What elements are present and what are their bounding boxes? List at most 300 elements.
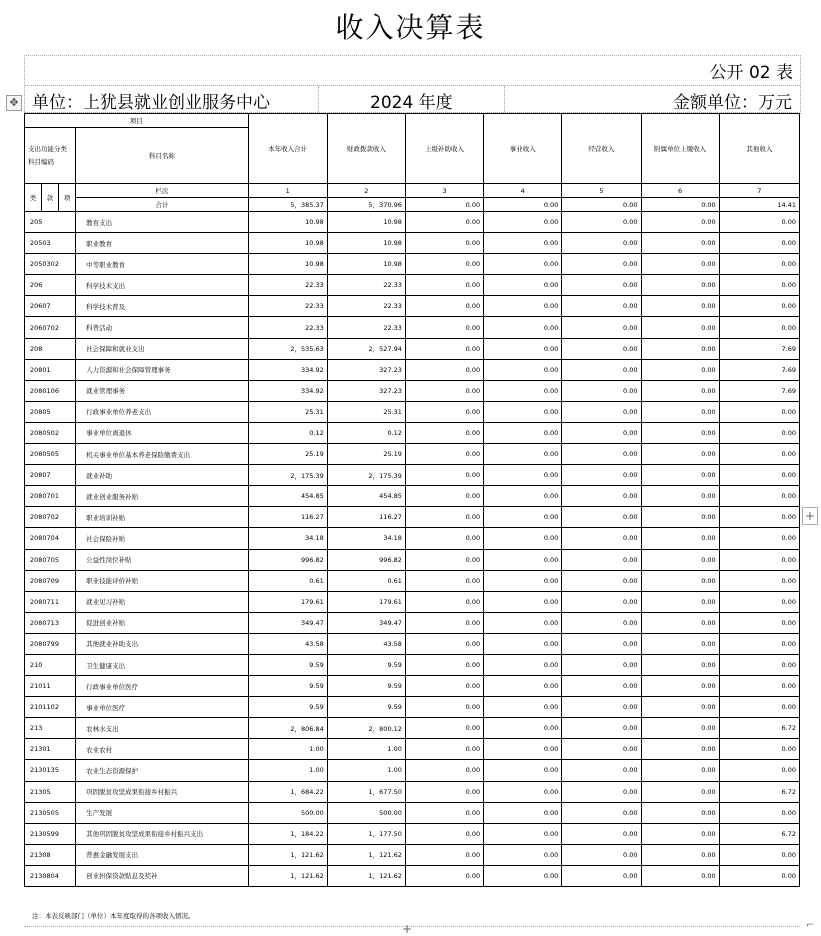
row-name: 就业管理事务 <box>76 380 248 401</box>
row-value: 0.00 <box>562 422 641 443</box>
row-name: 科普活动 <box>76 317 248 338</box>
row-value: 0.00 <box>641 507 719 528</box>
row-value: 0.00 <box>484 317 562 338</box>
row-value: 0.00 <box>484 676 562 697</box>
row-value: 22.33 <box>327 317 405 338</box>
row-value: 0.00 <box>405 760 483 781</box>
row-value: 9.59 <box>327 697 405 718</box>
row-value: 0.00 <box>405 380 483 401</box>
row-code: 2080505 <box>25 444 76 465</box>
row-code: 2080799 <box>25 633 76 654</box>
column-header: 上级补助收入 <box>405 114 483 184</box>
form-number: 公开 02 表 <box>709 63 793 83</box>
row-value: 2，175.39 <box>248 465 327 486</box>
table-row <box>25 612 800 633</box>
row-value: 9.59 <box>248 697 327 718</box>
table-row <box>25 718 800 739</box>
table-row <box>25 697 800 718</box>
row-name: 人力资源和社会保障管理事务 <box>76 359 248 380</box>
row-value: 0.00 <box>405 275 483 296</box>
row-value: 0.00 <box>641 380 719 401</box>
row-value: 349.47 <box>327 612 405 633</box>
row-value: 0.00 <box>562 549 641 570</box>
table-row <box>25 633 800 654</box>
row-value: 0.00 <box>484 233 562 254</box>
total-value: 5，385.37 <box>248 198 327 212</box>
row-value: 1.00 <box>327 760 405 781</box>
row-value: 25.19 <box>248 444 327 465</box>
row-value: 0.00 <box>562 296 641 317</box>
row-value: 0.00 <box>641 422 719 443</box>
row-value: 43.58 <box>248 633 327 654</box>
row-code: 2060702 <box>25 317 76 338</box>
row-value: 0.00 <box>484 781 562 802</box>
row-value: 0.00 <box>484 612 562 633</box>
row-name: 农业生态资源保护 <box>76 760 248 781</box>
row-value: 0.00 <box>484 338 562 359</box>
row-value: 0.00 <box>719 697 799 718</box>
column-number: 2 <box>327 184 405 198</box>
table-row <box>25 317 800 338</box>
table-row <box>25 676 800 697</box>
row-value: 0.00 <box>484 401 562 422</box>
row-value: 0.00 <box>641 654 719 675</box>
row-value: 0.00 <box>641 275 719 296</box>
row-value: 500.00 <box>327 802 405 823</box>
row-value: 179.61 <box>327 591 405 612</box>
row-value: 0.00 <box>484 654 562 675</box>
row-value: 0.00 <box>562 612 641 633</box>
row-code: 2080713 <box>25 612 76 633</box>
row-value: 0.00 <box>405 359 483 380</box>
row-value: 0.00 <box>641 549 719 570</box>
row-value: 25.31 <box>327 401 405 422</box>
table-row <box>25 802 800 823</box>
table-row <box>25 275 800 296</box>
table-row <box>25 844 800 865</box>
row-value: 0.00 <box>641 444 719 465</box>
row-value: 0.00 <box>405 591 483 612</box>
row-value: 0.00 <box>562 401 641 422</box>
row-name: 其他就业补助支出 <box>76 633 248 654</box>
row-value: 1，121.62 <box>248 865 327 886</box>
row-value: 0.00 <box>641 233 719 254</box>
row-name: 就业创业服务补贴 <box>76 486 248 507</box>
row-name: 促进创业补贴 <box>76 612 248 633</box>
row-name: 公益性岗位补贴 <box>76 549 248 570</box>
row-value: 0.00 <box>562 823 641 844</box>
row-value: 0.00 <box>484 275 562 296</box>
row-value: 996.82 <box>248 549 327 570</box>
row-value: 0.00 <box>405 486 483 507</box>
row-code: 20805 <box>25 401 76 422</box>
row-value: 0.00 <box>641 486 719 507</box>
row-value: 0.00 <box>719 275 799 296</box>
row-value: 0.00 <box>641 212 719 233</box>
year-label: 2024 年度 <box>370 93 453 113</box>
income-table <box>24 113 800 887</box>
row-value: 0.00 <box>484 254 562 275</box>
row-code: 20607 <box>25 296 76 317</box>
row-value: 0.00 <box>562 507 641 528</box>
row-value: 0.00 <box>641 676 719 697</box>
row-value: 0.00 <box>719 802 799 823</box>
row-value: 0.00 <box>562 233 641 254</box>
table-row <box>25 591 800 612</box>
row-value: 0.00 <box>405 212 483 233</box>
table-row <box>25 465 800 486</box>
row-value: 0.00 <box>484 591 562 612</box>
row-value: 0.00 <box>484 212 562 233</box>
row-value: 0.00 <box>719 507 799 528</box>
row-value: 0.00 <box>484 865 562 886</box>
row-code: 20801 <box>25 359 76 380</box>
row-value: 0.00 <box>562 254 641 275</box>
row-value: 0.00 <box>484 844 562 865</box>
divider <box>504 86 505 112</box>
row-value: 0.00 <box>484 633 562 654</box>
table-row <box>25 212 800 233</box>
row-value: 0.00 <box>405 444 483 465</box>
row-value: 0.00 <box>719 233 799 254</box>
row-value: 0.00 <box>562 380 641 401</box>
row-name: 创业担保贷款贴息及奖补 <box>76 865 248 886</box>
row-value: 22.33 <box>248 275 327 296</box>
row-value: 6.72 <box>719 823 799 844</box>
row-value: 500.00 <box>248 802 327 823</box>
table-row <box>25 654 800 675</box>
total-label: 合计 <box>76 198 248 212</box>
total-value: 14.41 <box>719 198 799 212</box>
row-value: 0.00 <box>405 528 483 549</box>
row-code: 21301 <box>25 739 76 760</box>
row-value: 0.00 <box>484 718 562 739</box>
row-code: 2080705 <box>25 549 76 570</box>
row-value: 0.00 <box>484 380 562 401</box>
table-row <box>25 865 800 886</box>
row-value: 1.00 <box>327 739 405 760</box>
row-value: 0.00 <box>405 781 483 802</box>
row-name: 中等职业教育 <box>76 254 248 275</box>
row-value: 0.00 <box>641 254 719 275</box>
row-name: 社会保障和就业支出 <box>76 338 248 359</box>
row-value: 25.19 <box>327 444 405 465</box>
row-value: 1，121.62 <box>327 865 405 886</box>
row-value: 2，175.39 <box>327 465 405 486</box>
row-value: 0.00 <box>405 612 483 633</box>
report-header <box>24 85 800 113</box>
row-value: 0.00 <box>562 633 641 654</box>
row-value: 0.00 <box>641 823 719 844</box>
row-value: 454.85 <box>327 486 405 507</box>
row-value: 22.33 <box>248 317 327 338</box>
row-value: 0.61 <box>327 570 405 591</box>
table-row <box>25 486 800 507</box>
category-header: 支出功能分类科目编码 <box>25 128 76 184</box>
move-handle-icon[interactable]: ✥ <box>6 95 22 111</box>
row-name: 就业补助 <box>76 465 248 486</box>
row-value: 0.00 <box>405 823 483 844</box>
row-value: 10.98 <box>327 254 405 275</box>
row-name: 卫生健康支出 <box>76 654 248 675</box>
table-row <box>25 296 800 317</box>
row-value: 179.61 <box>248 591 327 612</box>
row-code: 2080709 <box>25 570 76 591</box>
row-code: 2130505 <box>25 802 76 823</box>
row-value: 0.00 <box>405 338 483 359</box>
row-value: 454.85 <box>248 486 327 507</box>
row-value: 0.00 <box>719 570 799 591</box>
row-value: 0.00 <box>562 781 641 802</box>
row-value: 0.12 <box>248 422 327 443</box>
unit-label: 单位：上犹县就业创业服务中心 <box>32 93 270 113</box>
row-value: 22.33 <box>248 296 327 317</box>
row-name: 机关事业单位基本养老保险缴费支出 <box>76 444 248 465</box>
table-row <box>25 359 800 380</box>
add-row-icon[interactable]: + <box>402 922 413 936</box>
row-value: 0.00 <box>641 570 719 591</box>
row-value: 0.00 <box>405 401 483 422</box>
row-name: 农业农村 <box>76 739 248 760</box>
money-unit-label: 金额单位：万元 <box>673 93 792 113</box>
row-code: 2130599 <box>25 823 76 844</box>
table-row <box>25 781 800 802</box>
column-number: 7 <box>719 184 799 198</box>
column-header: 其他收入 <box>719 114 799 184</box>
row-value: 0.00 <box>405 233 483 254</box>
row-name: 社会保险补贴 <box>76 528 248 549</box>
row-value: 0.00 <box>484 697 562 718</box>
row-value: 0.00 <box>641 739 719 760</box>
row-value: 1，184.22 <box>248 823 327 844</box>
table-row <box>25 507 800 528</box>
row-value: 0.00 <box>719 296 799 317</box>
table-row <box>25 380 800 401</box>
row-value: 334.92 <box>248 380 327 401</box>
row-value: 0.00 <box>641 296 719 317</box>
row-name: 农林水支出 <box>76 718 248 739</box>
row-value: 0.00 <box>719 401 799 422</box>
row-value: 0.00 <box>641 760 719 781</box>
row-value: 116.27 <box>248 507 327 528</box>
row-value: 0.00 <box>562 844 641 865</box>
row-value: 0.00 <box>719 317 799 338</box>
row-name: 事业单位医疗 <box>76 697 248 718</box>
row-value: 7.69 <box>719 380 799 401</box>
column-header: 经营收入 <box>562 114 641 184</box>
total-value: 5，370.96 <box>327 198 405 212</box>
row-value: 9.59 <box>327 676 405 697</box>
row-value: 0.00 <box>641 528 719 549</box>
table-row <box>25 528 800 549</box>
row-code: 2101102 <box>25 697 76 718</box>
total-value: 0.00 <box>562 198 641 212</box>
total-value: 0.00 <box>641 198 719 212</box>
row-value: 0.00 <box>641 844 719 865</box>
row-name: 普惠金融发展支出 <box>76 844 248 865</box>
row-value: 0.00 <box>562 591 641 612</box>
row-name: 职业培训补贴 <box>76 507 248 528</box>
column-number: 6 <box>641 184 719 198</box>
row-value: 1，121.62 <box>248 844 327 865</box>
row-value: 10.98 <box>327 233 405 254</box>
row-name: 就业见习补贴 <box>76 591 248 612</box>
row-value: 0.00 <box>641 865 719 886</box>
row-value: 0.00 <box>484 760 562 781</box>
row-value: 0.00 <box>562 739 641 760</box>
row-value: 1.00 <box>248 739 327 760</box>
row-value: 116.27 <box>327 507 405 528</box>
divider <box>318 86 319 112</box>
row-value: 1，177.50 <box>327 823 405 844</box>
total-value: 0.00 <box>484 198 562 212</box>
row-value: 0.00 <box>719 254 799 275</box>
row-name: 科学技术普及 <box>76 296 248 317</box>
row-value: 34.18 <box>248 528 327 549</box>
row-value: 0.00 <box>405 676 483 697</box>
row-value: 0.00 <box>405 507 483 528</box>
row-value: 0.00 <box>484 823 562 844</box>
row-order-label: 栏次 <box>76 184 248 198</box>
row-value: 327.23 <box>327 359 405 380</box>
row-value: 0.00 <box>484 570 562 591</box>
row-value: 0.00 <box>719 444 799 465</box>
row-value: 0.00 <box>719 549 799 570</box>
row-value: 0.00 <box>641 781 719 802</box>
row-value: 0.00 <box>484 296 562 317</box>
row-value: 0.00 <box>562 338 641 359</box>
row-value: 0.00 <box>562 760 641 781</box>
row-value: 0.00 <box>405 697 483 718</box>
row-value: 0.00 <box>719 760 799 781</box>
row-value: 0.12 <box>327 422 405 443</box>
row-value: 0.00 <box>484 465 562 486</box>
table-row <box>25 823 800 844</box>
row-value: 0.00 <box>484 802 562 823</box>
row-value: 0.00 <box>641 591 719 612</box>
row-value: 9.59 <box>248 676 327 697</box>
row-value: 0.00 <box>641 401 719 422</box>
row-name: 行政事业单位养老支出 <box>76 401 248 422</box>
resize-corner-icon[interactable]: ⌐ <box>806 920 815 931</box>
row-value: 0.00 <box>405 654 483 675</box>
row-value: 0.00 <box>641 465 719 486</box>
row-value: 0.00 <box>484 486 562 507</box>
row-value: 0.00 <box>719 465 799 486</box>
row-value: 2，800.12 <box>327 718 405 739</box>
row-value: 7.69 <box>719 359 799 380</box>
row-value: 0.00 <box>405 802 483 823</box>
row-value: 0.00 <box>719 612 799 633</box>
row-value: 0.00 <box>405 739 483 760</box>
row-name: 生产发展 <box>76 802 248 823</box>
row-value: 349.47 <box>248 612 327 633</box>
row-value: 2，535.63 <box>248 338 327 359</box>
row-name: 行政事业单位医疗 <box>76 676 248 697</box>
row-value: 0.00 <box>562 465 641 486</box>
row-value: 0.00 <box>484 359 562 380</box>
row-code: 2080701 <box>25 486 76 507</box>
row-value: 10.98 <box>248 254 327 275</box>
row-value: 0.00 <box>484 549 562 570</box>
row-value: 43.58 <box>327 633 405 654</box>
row-code: 2080106 <box>25 380 76 401</box>
row-code: 208 <box>25 338 76 359</box>
row-value: 6.72 <box>719 781 799 802</box>
row-code: 2130135 <box>25 760 76 781</box>
row-value: 0.00 <box>719 591 799 612</box>
row-code: 21308 <box>25 844 76 865</box>
row-code: 21011 <box>25 676 76 697</box>
row-value: 22.33 <box>327 275 405 296</box>
row-value: 0.00 <box>405 570 483 591</box>
row-value: 0.00 <box>719 844 799 865</box>
row-code: 2080702 <box>25 507 76 528</box>
row-value: 0.00 <box>719 422 799 443</box>
row-value: 0.00 <box>641 338 719 359</box>
row-code: 2080704 <box>25 528 76 549</box>
row-value: 0.00 <box>562 444 641 465</box>
table-row <box>25 444 800 465</box>
row-value: 0.00 <box>641 802 719 823</box>
kuan-header: 款 <box>42 184 59 212</box>
row-value: 0.00 <box>405 422 483 443</box>
row-value: 1，121.62 <box>327 844 405 865</box>
row-value: 34.18 <box>327 528 405 549</box>
row-value: 0.00 <box>484 422 562 443</box>
column-header: 本年收入合计 <box>248 114 327 184</box>
row-value: 2，527.94 <box>327 338 405 359</box>
column-header: 事业收入 <box>484 114 562 184</box>
row-name: 其他巩固脱贫攻坚成果衔接乡村振兴支出 <box>76 823 248 844</box>
column-header: 附属单位上缴收入 <box>641 114 719 184</box>
row-value: 0.00 <box>405 865 483 886</box>
table-row <box>25 254 800 275</box>
row-name: 科学技术支出 <box>76 275 248 296</box>
row-value: 0.00 <box>405 549 483 570</box>
row-value: 0.00 <box>562 528 641 549</box>
table-note: 注：本表反映部门（单位）本年度取得的各项收入情况。 <box>32 912 195 920</box>
row-value: 0.00 <box>484 507 562 528</box>
column-number: 4 <box>484 184 562 198</box>
row-value: 0.00 <box>719 633 799 654</box>
row-value: 0.00 <box>562 570 641 591</box>
table-row <box>25 233 800 254</box>
row-value: 0.00 <box>641 612 719 633</box>
column-header: 财政拨款收入 <box>327 114 405 184</box>
row-value: 0.00 <box>562 212 641 233</box>
name-header: 科目名称 <box>76 128 248 184</box>
row-value: 9.59 <box>248 654 327 675</box>
row-code: 20807 <box>25 465 76 486</box>
row-value: 10.98 <box>248 233 327 254</box>
page-title: 收入决算表 <box>335 11 486 44</box>
row-code: 20503 <box>25 233 76 254</box>
row-value: 0.00 <box>719 865 799 886</box>
row-value: 0.00 <box>405 844 483 865</box>
row-value: 1.00 <box>248 760 327 781</box>
row-code: 210 <box>25 654 76 675</box>
row-code: 2050302 <box>25 254 76 275</box>
row-value: 0.00 <box>719 212 799 233</box>
add-column-icon[interactable]: + <box>802 507 818 525</box>
row-value: 0.00 <box>641 697 719 718</box>
row-code: 205 <box>25 212 76 233</box>
row-value: 0.00 <box>562 697 641 718</box>
row-value: 9.59 <box>327 654 405 675</box>
row-value: 327.23 <box>327 380 405 401</box>
row-value: 0.00 <box>641 633 719 654</box>
